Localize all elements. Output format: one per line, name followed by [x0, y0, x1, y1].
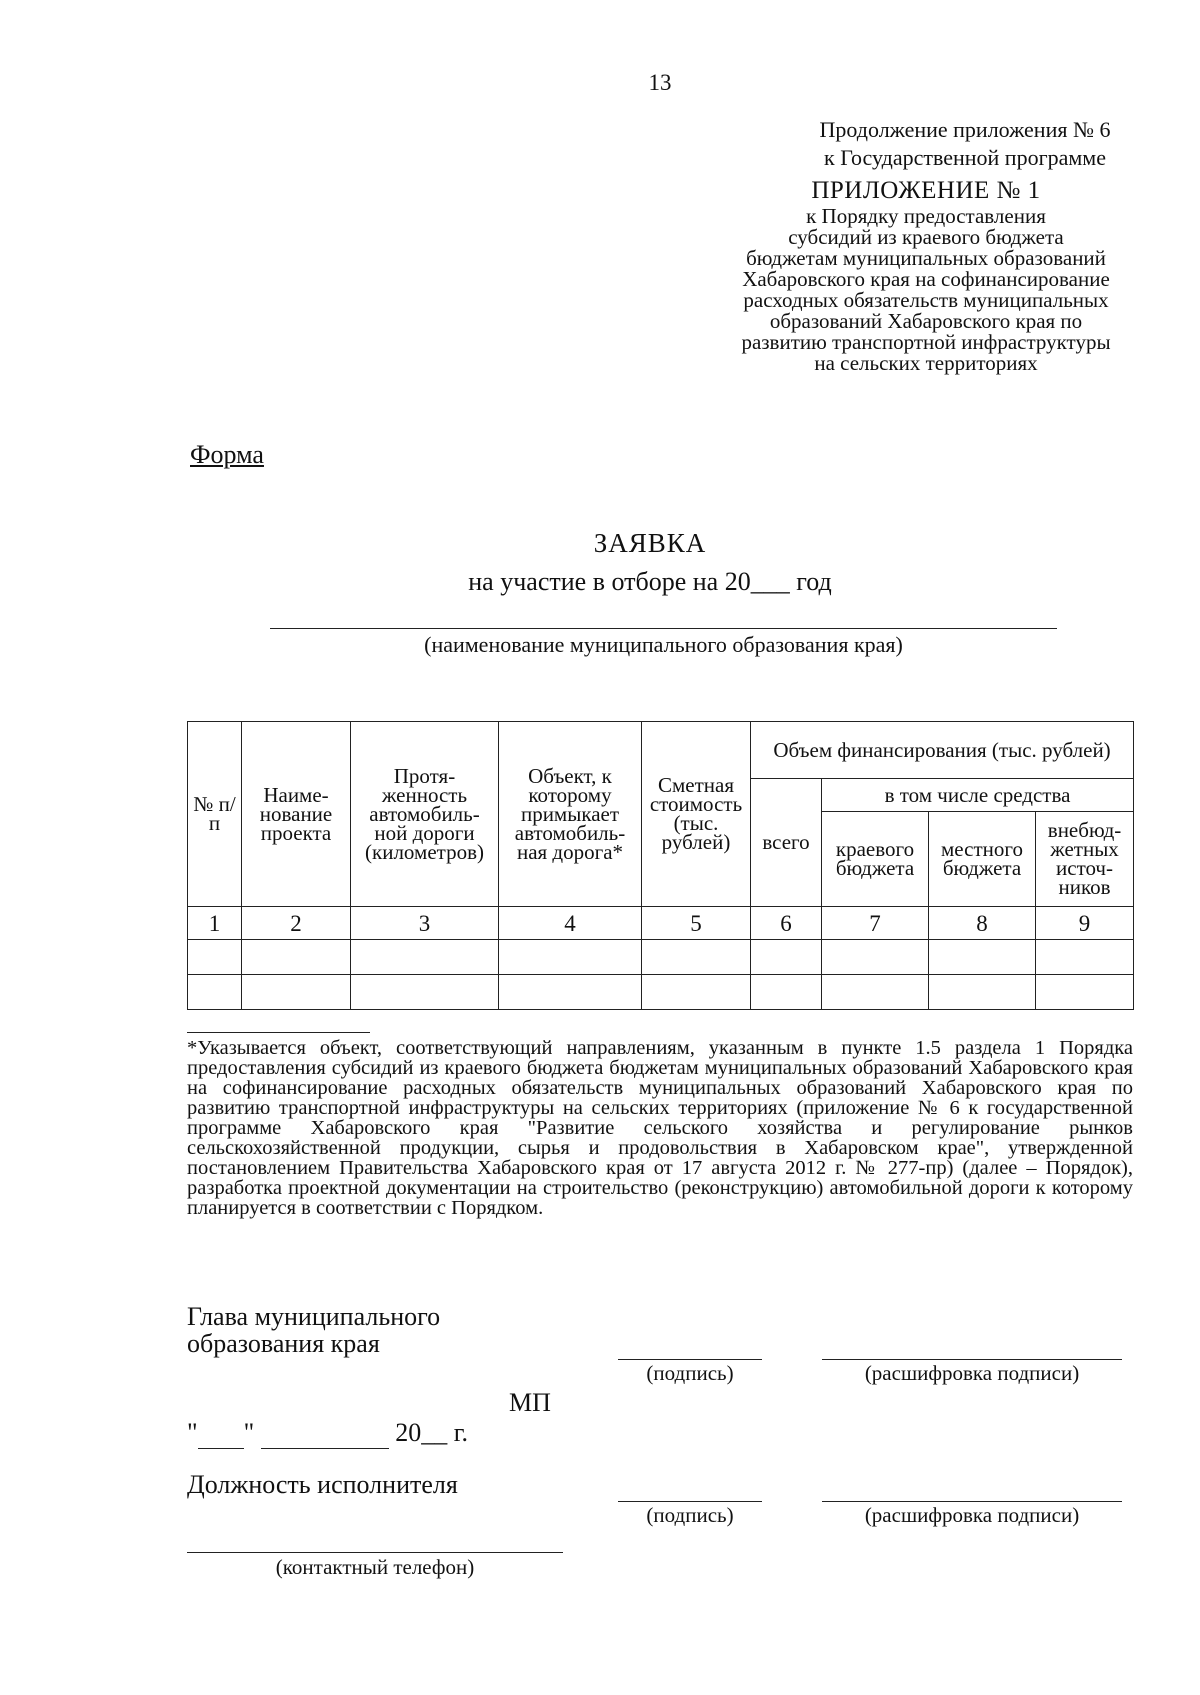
date-line	[187, 1418, 468, 1449]
table-header-row	[188, 722, 1134, 779]
phone-line[interactable]	[187, 1552, 563, 1553]
appendix-title: ПРИЛОЖЕНИЕ № 1	[811, 177, 1041, 204]
column-number: 4	[499, 907, 642, 940]
table-cell[interactable]	[242, 940, 351, 975]
table-cell[interactable]	[1036, 975, 1134, 1010]
appendix-header	[696, 176, 1156, 374]
column-number: 3	[351, 907, 499, 940]
table-cell[interactable]	[1036, 940, 1134, 975]
date-month-blank[interactable]	[261, 1418, 389, 1449]
appendix-line: бюджетам муниципальных образований	[746, 246, 1106, 270]
header-including: в том числе средства	[822, 779, 1134, 812]
table-cell[interactable]	[499, 975, 642, 1010]
column-number: 9	[1036, 907, 1134, 940]
date-quote-close: "	[243, 1418, 255, 1447]
appendix-line: развитию транспортной инфраструктуры	[741, 330, 1111, 354]
table-cell[interactable]	[188, 975, 242, 1010]
table-cell[interactable]	[822, 940, 929, 975]
phone-caption: (контактный телефон)	[275, 1555, 475, 1579]
header-funding: Объем финансирования (тыс. рублей)	[751, 722, 1134, 779]
table-row	[188, 975, 1134, 1010]
appendix-line: Хабаровского края на софинансирование	[742, 267, 1110, 291]
head-decoding-caption: (расшифровка подписи)	[864, 1361, 1080, 1385]
table-cell[interactable]	[751, 975, 822, 1010]
header-num: № п/п	[188, 722, 242, 907]
footnote: *Указывается объект, соответствующий направлениям, указанным в пункте 1.5 раздела 1 Порядка предоставления субсидий из краевого бюджета бюджетам муниципальных образований Хабаровского края на софинансирование расходных обязательств муниципальных образований Хабаровского края по развитию транспортной инфраструктуры на сельских территориях (приложение № 6 к государственной программе Хабаровского края "Развитие сельского хозяйства и регулирование рынков сельскохозяйственной продукции, сырья и продовольствия в Хабаровском крае", утвержденной постановлением Правительства Хабаровского края от 17 августа 2012 г. № 277-пр) (далее – Порядок), разработка проектной документации на строительство (реконструкцию) автомобильной дороги к которому планируется в соответствии с Порядком.	[187, 1037, 1133, 1219]
header-name: Наиме-нование проекта	[242, 722, 351, 907]
table-cell[interactable]	[822, 975, 929, 1010]
document-subtitle: на участие в отборе на 20___ год	[468, 567, 832, 596]
header-cost: Сметная стоимость (тыс. рублей)	[642, 722, 751, 907]
footnote-separator	[187, 1032, 370, 1033]
table-cell[interactable]	[929, 940, 1036, 975]
header-length: Протя-женность автомобиль-ной дороги (километров)	[351, 722, 499, 907]
table-cell[interactable]	[642, 975, 751, 1010]
municipality-name-line[interactable]	[270, 628, 1057, 629]
executor-signature-caption: (подпись)	[646, 1503, 734, 1527]
appendix-line: расходных обязательств муниципальных	[743, 288, 1109, 312]
table-row	[188, 940, 1134, 975]
head-title-line-2: образования края	[187, 1329, 380, 1358]
appendix-line: субсидий из краевого бюджета	[788, 225, 1064, 249]
header-total: всего	[751, 779, 822, 907]
appendix-line: образований Хабаровского края по	[769, 309, 1083, 333]
header-regional: краевого бюджета	[822, 812, 929, 907]
header-object: Объект, к которому примыкает автомобиль-ная дорога*	[499, 722, 642, 907]
appendix-line: к Порядку предоставления	[806, 204, 1046, 228]
table-cell[interactable]	[242, 975, 351, 1010]
head-signature-caption: (подпись)	[646, 1361, 734, 1385]
form-label: Форма	[190, 440, 264, 469]
head-decoding-line[interactable]	[822, 1359, 1122, 1360]
municipality-caption: (наименование муниципального образования края)	[424, 632, 903, 657]
head-title	[187, 1303, 517, 1357]
date-quote-open: "	[187, 1418, 198, 1447]
continuation-note	[780, 116, 1150, 172]
executor-decoding-line[interactable]	[822, 1501, 1122, 1502]
executor-signature-line[interactable]	[618, 1501, 762, 1502]
table-cell[interactable]	[929, 975, 1036, 1010]
head-title-line-1: Глава муниципального	[187, 1302, 441, 1331]
column-number: 1	[188, 907, 242, 940]
application-table	[187, 721, 1134, 1010]
stamp-place: МП	[509, 1388, 551, 1417]
executor-title: Должность исполнителя	[187, 1470, 458, 1499]
head-signature-line[interactable]	[618, 1359, 762, 1360]
column-number: 5	[642, 907, 751, 940]
column-number: 6	[751, 907, 822, 940]
table-cell[interactable]	[351, 940, 499, 975]
table-cell[interactable]	[751, 940, 822, 975]
document-title: ЗАЯВКА	[593, 528, 707, 558]
continuation-line-2: к Государственной программе	[824, 145, 1106, 170]
appendix-line: на сельских территориях	[814, 351, 1038, 375]
executor-decoding-caption: (расшифровка подписи)	[864, 1503, 1080, 1527]
table-cell[interactable]	[188, 940, 242, 975]
date-year: 20__ г.	[395, 1418, 468, 1447]
date-day-blank[interactable]	[198, 1418, 244, 1449]
header-local: местного бюджета	[929, 812, 1036, 907]
table-cell[interactable]	[351, 975, 499, 1010]
page-number: 13	[648, 70, 672, 95]
table-cell[interactable]	[499, 940, 642, 975]
table-cell[interactable]	[642, 940, 751, 975]
table-number-row	[188, 907, 1134, 940]
column-number: 2	[242, 907, 351, 940]
column-number: 7	[822, 907, 929, 940]
header-offbudget: внебюд-жетных источ-ников	[1036, 812, 1134, 907]
column-number: 8	[929, 907, 1036, 940]
continuation-line-1: Продолжение приложения № 6	[819, 117, 1111, 142]
